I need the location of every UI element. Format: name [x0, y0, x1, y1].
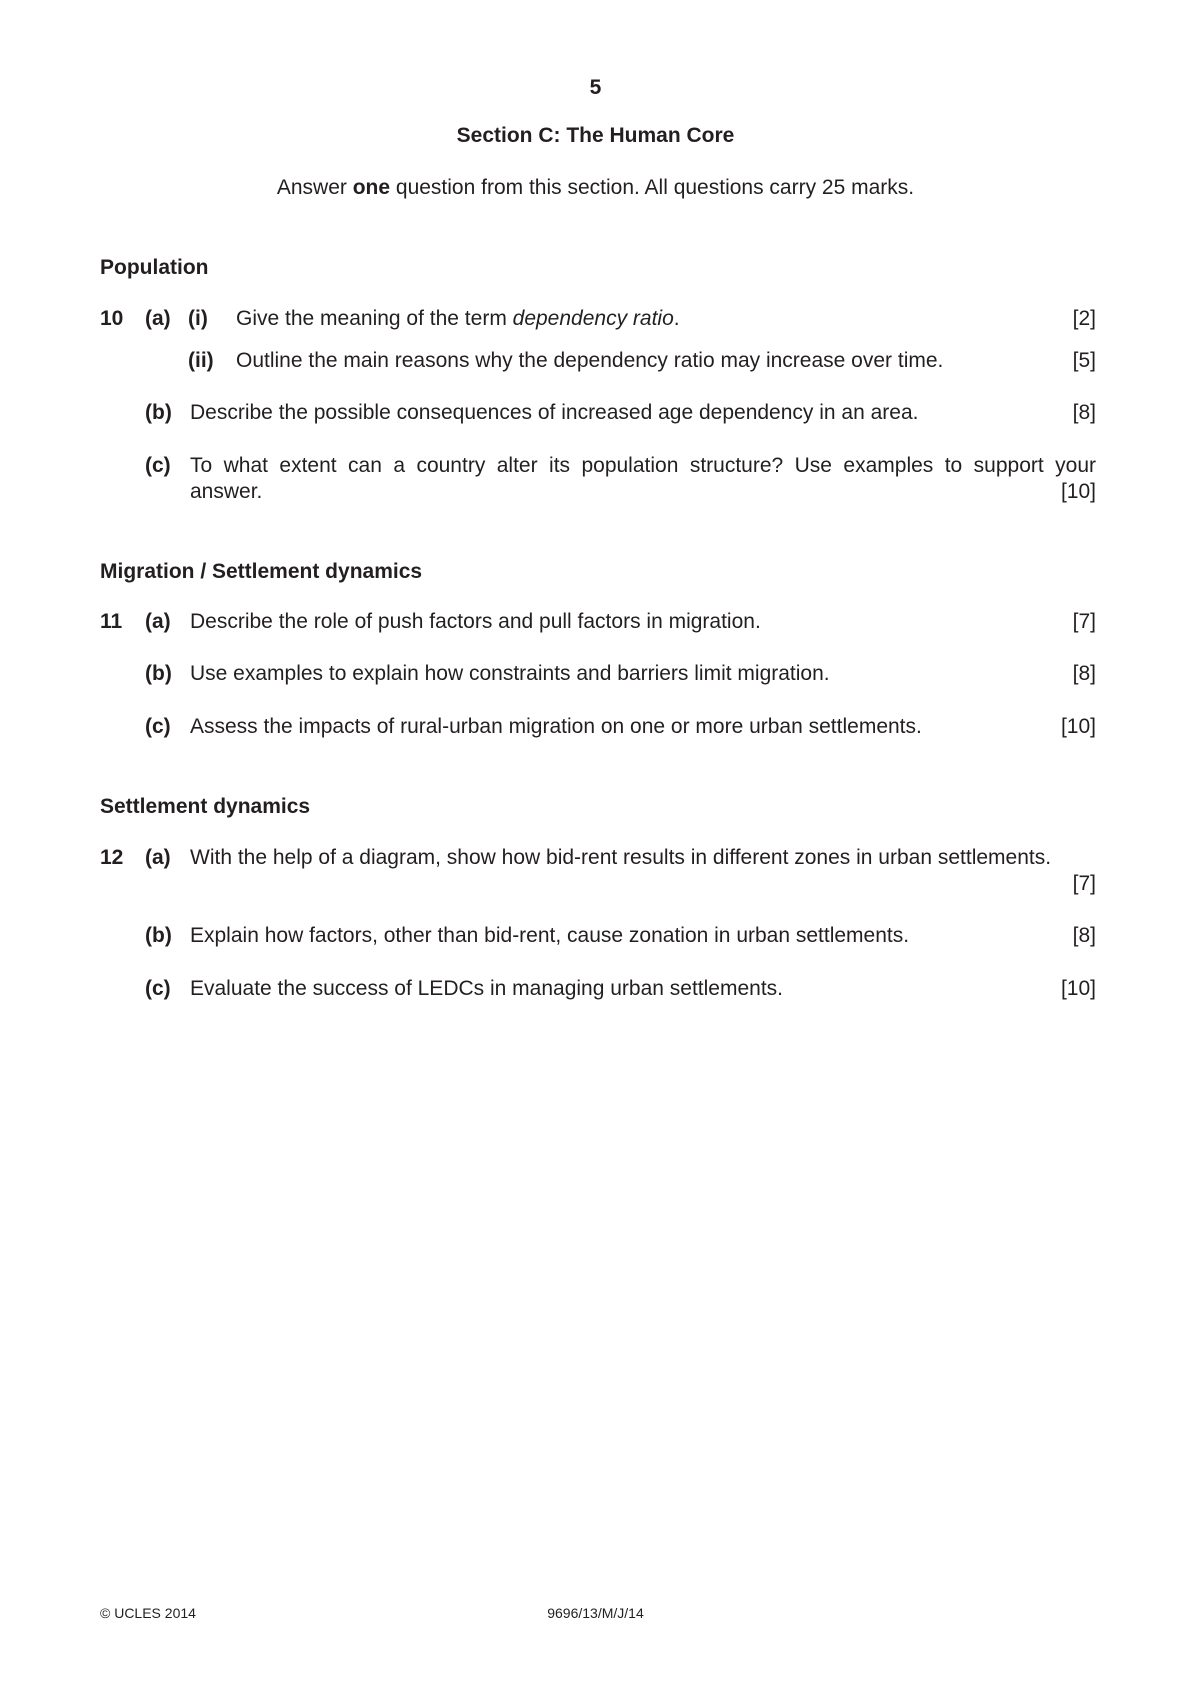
q12-part-label-a: (a)	[145, 846, 171, 869]
q11-a-mark: [7]	[1072, 610, 1096, 633]
footer-paper-code: 9696/13/M/J/14	[547, 1605, 644, 1621]
question-number-11: 11	[100, 610, 123, 633]
instructions-bold: one	[352, 176, 391, 199]
q10-a-i-text-before: Give the meaning of the term	[236, 307, 513, 330]
q10-a-i-term: dependency ratio	[512, 307, 674, 330]
question-number-10: 10	[100, 307, 124, 330]
q10-a-ii-mark: [5]	[1072, 349, 1096, 372]
q11-part-label-b: (b)	[145, 662, 172, 685]
q11-part-label-c: (c)	[145, 715, 171, 738]
q10-c-text-line2: answer.	[190, 480, 263, 503]
footer-copyright: © UCLES 2014	[100, 1605, 196, 1621]
topic-heading-population: Population	[100, 256, 209, 279]
topic-heading-settlement: Settlement dynamics	[100, 795, 311, 818]
q12-a-text: With the help of a diagram, show how bid-rent results in different zones in urban settlements.	[190, 846, 1052, 869]
q10-a-sublabel-i: (i)	[188, 307, 208, 330]
instructions-before: Answer	[276, 176, 353, 199]
q11-c-text: Assess the impacts of rural-urban migration on one or more urban settlements.	[190, 715, 922, 738]
section-title: Section C: The Human Core	[456, 124, 735, 147]
q11-b-mark: [8]	[1072, 662, 1096, 685]
q10-c-mark: [10]	[1060, 480, 1096, 503]
q10-a-i-text-after: .	[673, 307, 680, 330]
q10-a-ii-text: Outline the main reasons why the dependency ratio may increase over time.	[236, 349, 944, 372]
q12-c-mark: [10]	[1060, 977, 1096, 1000]
q11-a-text: Describe the role of push factors and pull factors in migration.	[190, 610, 761, 633]
q10-a-sublabel-ii: (ii)	[188, 349, 214, 372]
q10-part-label-c: (c)	[145, 454, 171, 477]
q11-part-label-a: (a)	[145, 610, 171, 633]
q12-part-label-b: (b)	[145, 924, 172, 947]
instructions-after: question from this section. All questions carry 25 marks.	[390, 176, 915, 199]
q10-part-label-a: (a)	[145, 307, 171, 330]
q12-a-mark: [7]	[1072, 872, 1096, 895]
instructions	[0, 176, 1191, 200]
q10-b-mark: [8]	[1072, 401, 1096, 424]
topic-heading-migration: Migration / Settlement dynamics	[100, 560, 423, 583]
q12-c-text: Evaluate the success of LEDCs in managing urban settlements.	[190, 977, 783, 1000]
question-number-12: 12	[100, 846, 124, 869]
q12-b-text: Explain how factors, other than bid-rent, cause zonation in urban settlements.	[190, 924, 910, 947]
q10-a-i-text	[236, 306, 1096, 332]
q11-b-text: Use examples to explain how constraints and barriers limit migration.	[190, 662, 830, 685]
q10-c-text-line1: To what extent can a country alter its population structure? Use examples to support your	[190, 454, 1096, 477]
q10-part-label-b: (b)	[145, 401, 172, 424]
q12-part-label-c: (c)	[145, 977, 171, 1000]
page-number: 5	[589, 76, 602, 99]
q10-b-text: Describe the possible consequences of increased age dependency in an area.	[190, 401, 919, 424]
q12-b-mark: [8]	[1072, 924, 1096, 947]
q10-a-i-mark: [2]	[1072, 307, 1096, 330]
q11-c-mark: [10]	[1060, 715, 1096, 738]
